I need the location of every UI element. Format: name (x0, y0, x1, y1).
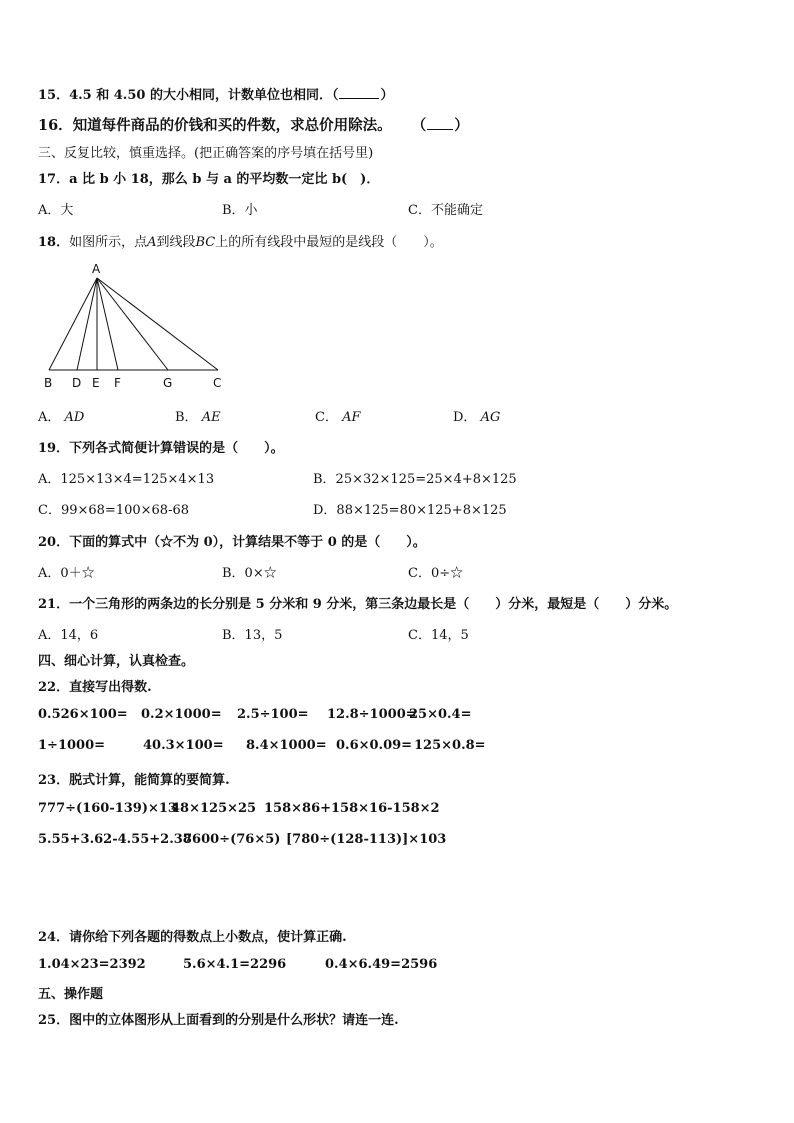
option-b[interactable]: B．25×32×125=25×4+8×125 (313, 472, 517, 487)
question-number: 16． (38, 117, 73, 134)
option-c[interactable]: C．99×68=100×68-68 (38, 503, 189, 518)
paren-close: ） (454, 117, 469, 134)
label-f: F (114, 376, 121, 390)
calc-item: 25×0.4= (409, 707, 472, 722)
calc-item: 5.55+3.62-4.55+2.38 (38, 832, 192, 847)
calc-item: 2.5÷100= (237, 707, 309, 722)
calc-item: 777÷(160-139)×13 (38, 801, 177, 816)
question-number: 23． (38, 773, 70, 788)
option-c[interactable]: C． AF (315, 410, 361, 425)
question-25 (38, 1009, 399, 1028)
label-c: C (213, 376, 222, 390)
calc-item: 5.6×4.1=2296 (183, 957, 287, 972)
question-16 (38, 114, 469, 135)
question-21 (38, 593, 677, 612)
calc-item: 8.4×1000= (246, 738, 327, 753)
segment-ab (49, 278, 97, 370)
question-text: 一个三角形的两条边的长分别是 5 分米和 9 分米，第三条边最长是（ ）分米，最短是（ ）分米。 (69, 597, 678, 612)
calc-item: 7600÷(76×5) (183, 832, 281, 847)
label-a: A (92, 262, 101, 276)
option-b[interactable]: B．小 (222, 203, 258, 218)
section-heading-5: 五、操作题 (38, 987, 104, 1002)
label-e: E (92, 376, 100, 390)
question-text: 脱式计算，能简算的要简算. (69, 773, 230, 788)
question-text: 下面的算式中（☆不为 0），计算结果不等于 0 的是（ ）。 (69, 535, 426, 550)
option-b[interactable]: B．13，5 (222, 628, 283, 643)
question-text: 下列各式简便计算错误的是（ ）。 (69, 441, 284, 456)
calc-item: 48×125×25 (171, 801, 257, 816)
question-number: 21． (38, 597, 70, 612)
option-b[interactable]: B． AE (175, 410, 221, 425)
option-b[interactable]: B．0×☆ (222, 566, 277, 581)
question-number: 19． (38, 441, 70, 456)
question-18 (38, 231, 443, 250)
answer-blank[interactable] (339, 86, 379, 99)
question-number: 15． (38, 88, 70, 103)
question-23 (38, 769, 230, 788)
label-g: G (163, 376, 173, 390)
question-19 (38, 437, 284, 456)
question-number: 18． (38, 235, 70, 250)
question-number: 20． (38, 535, 70, 550)
question-number: 25． (38, 1013, 70, 1028)
question-24 (38, 926, 347, 945)
question-text: 知道每件商品的价钱和买的件数，求总价用除法。 (72, 117, 392, 134)
question-17 (38, 168, 379, 187)
option-a[interactable]: A．0＋☆ (38, 566, 95, 581)
calc-item: [780÷(128-113)]×103 (286, 832, 447, 847)
calc-item: 0.2×1000= (141, 707, 222, 722)
option-d[interactable]: D． AG (453, 410, 501, 425)
option-a[interactable]: A． AD (38, 410, 85, 425)
question-20 (38, 531, 426, 550)
calc-item: 1.04×23=2392 (38, 957, 146, 972)
question-text-end: ） (380, 88, 394, 103)
option-c[interactable]: C．14，5 (408, 628, 469, 643)
calc-item: 0.4×6.49=2596 (325, 957, 438, 972)
section-heading-4: 四、细心计算，认真检查。 (38, 654, 195, 669)
calc-item: 1÷1000= (38, 738, 106, 753)
section-heading-3: 三、反复比较，慎重选择。(把正确答案的序号填在括号里) (38, 146, 374, 161)
option-a[interactable]: A．大 (38, 203, 74, 218)
question-text: 4.5 和 4.50 的大小相同，计数单位也相同．（ (69, 88, 339, 103)
segment-label: BC (195, 235, 216, 250)
question-text: 图中的立体图形从上面看到的分别是什么形状？请连一连. (69, 1013, 399, 1028)
paren-open: （ (411, 117, 427, 134)
question-22 (38, 676, 152, 695)
point-label: A (147, 235, 157, 250)
label-b: B (44, 376, 53, 390)
segment-ad (77, 278, 97, 370)
label-d: D (72, 376, 82, 390)
calc-item: 0.6×0.09= (336, 738, 413, 753)
question-text: a 比 b 小 18，那么 b 与 a 的平均数一定比 b( )． (69, 172, 380, 187)
question-text: 到线段 (156, 235, 196, 250)
question-text: 如图所示，点 (69, 235, 148, 250)
calc-item: 12.8÷1000= (327, 707, 417, 722)
triangle-figure (36, 258, 276, 393)
question-text: 直接写出得数. (69, 680, 152, 695)
option-a[interactable]: A．14，6 (38, 628, 99, 643)
question-text: 请你给下列各题的得数点上小数点，使计算正确. (69, 930, 347, 945)
option-c[interactable]: C．不能确定 (408, 203, 483, 218)
option-a[interactable]: A．125×13×4=125×4×13 (38, 472, 215, 487)
question-number: 22． (38, 680, 70, 695)
question-number: 24． (38, 930, 70, 945)
calc-item: 125×0.8= (414, 738, 486, 753)
question-text: 上的所有线段中最短的是线段（ ）。 (215, 235, 443, 250)
question-number: 17． (38, 172, 70, 187)
calc-item: 0.526×100= (38, 707, 128, 722)
question-15 (38, 84, 393, 103)
calc-item: 158×86+158×16-158×2 (264, 801, 440, 816)
option-d[interactable]: D．88×125=80×125+8×125 (313, 503, 507, 518)
option-c[interactable]: C．0÷☆ (408, 566, 464, 581)
answer-blank[interactable] (427, 117, 453, 130)
calc-item: 40.3×100= (143, 738, 224, 753)
